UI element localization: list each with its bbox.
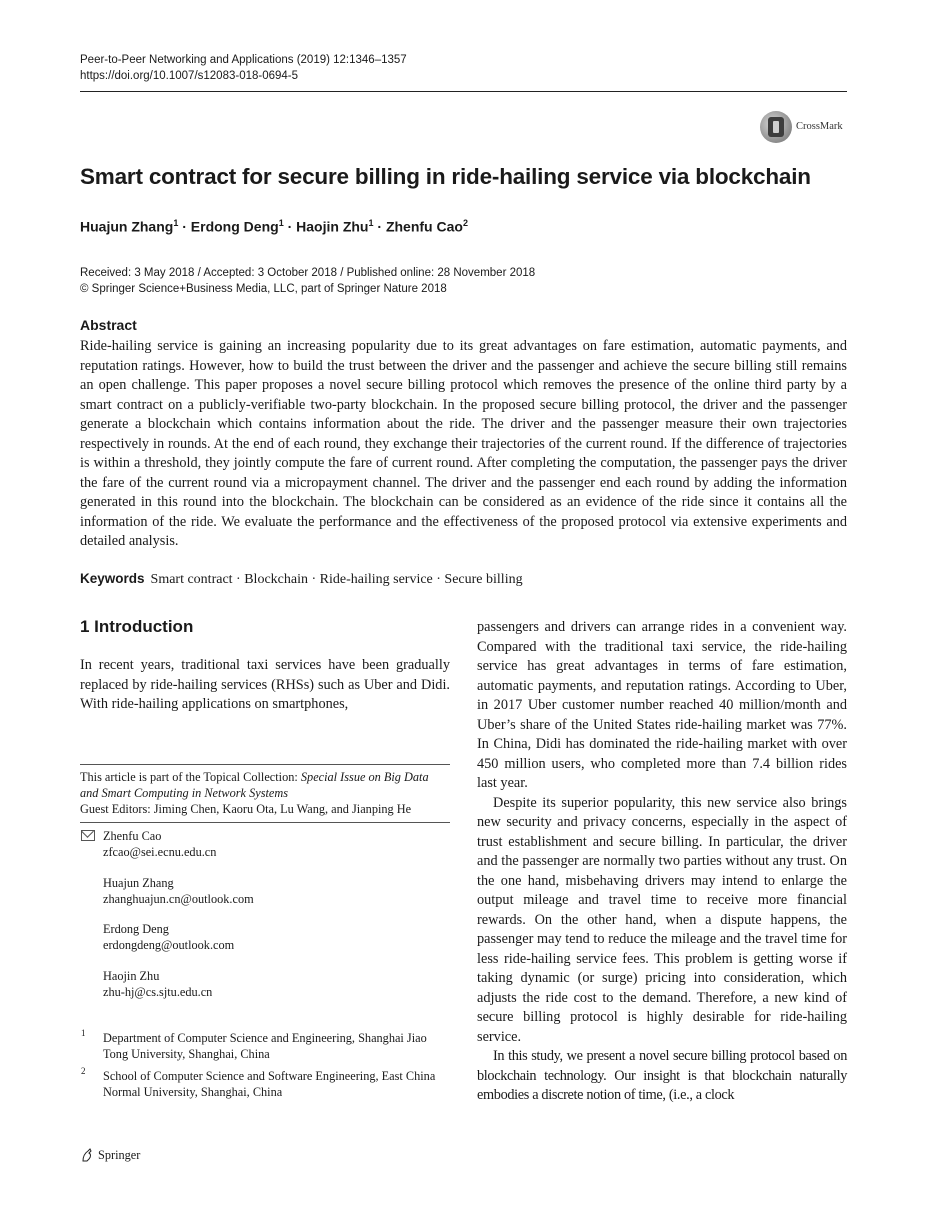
author-affiliation-mark: 1 [368,218,374,228]
right-column [477,618,847,1106]
crossmark-badge[interactable] [760,111,860,145]
author-separator: · [283,218,297,235]
doi-link[interactable]: https://doi.org/10.1007/s12083-018-0694-5 [80,70,299,82]
paper-title: Smart contract for secure billing in ride-hailing service via blockchain [80,164,811,189]
author-separator: · [373,218,386,235]
affiliation-text: Department of Computer Science and Engineering, Shanghai Jiao Tong University, Shanghai, China [103,1031,427,1061]
author-list [80,218,468,235]
body-paragraph: passengers and drivers can arrange rides in a convenient way. Compared with the traditional taxi service, the ride-hailing service has great advantages in terms of fare estimation, automatic payments, and reputation ratings. According to Uber, in 2017 Uber customer number reached 40 million/month and Uber’s share of the United States ride-hailing market was 77%. In China, Didi has dominated the ride-hailing market with over 450 million users, who completed more than 7.4 billion rides last year. [477,619,847,791]
keywords [80,571,523,588]
contact-entry [103,921,234,953]
author-affiliation-mark: 2 [462,218,468,228]
contact-name: Zhenfu Cao [103,829,162,843]
author-name: Haojin Zhu [296,218,369,235]
affiliation-text: School of Computer Science and Software Engineering, East China Normal University, Shanghai, China [103,1069,436,1099]
contact-email[interactable]: zfcao@sei.ecnu.edu.cn [103,845,217,859]
body-paragraph: Despite its superior popularity, this new service also brings new security and privacy concerns, especially in the aspect of trust establishment and secure billing. In particular, the driver and the passenger are normally two parties without any trust. On the one hand, misbehaving drivers may intend to enlarge the output mileage and travel time to receive more financial rewards. On the other hand, when a dispute happens, the passenger may tend to reduce the mileage and the travel time for less ride-hailing service fees. This problem is getting worse if taking dynamic (or surge) pricing into consideration, which adjusts the ride cost to the demand. Therefore, a new kind of secure billing protocol is highly desirable for ride-hailing service. [477,794,847,1045]
author-name: Zhenfu Cao [385,218,463,235]
author-affiliation-mark: 1 [173,218,179,228]
contact-entry [103,875,254,907]
author-separator: · [178,218,191,235]
abstract-text: Ride-hailing service is gaining an increasing popularity due to its great advantages on fare estimation, automatic payments, and reputation ratings. However, how to build the trust between the driver and the passenger and achieve the secure billing still remains an open challenge. This paper proposes a novel secure billing protocol which removes the presence of the online third party by a smart contract on a publicly-verifiable two-party blockchain. In the proposed secure billing protocol, the driver and the passenger generate a blockchain which contains information about the ride. The driver and the passenger measure their own trajectories respectively in rounds. At the end of each round, they exchange their trajectories of the current round. If the difference of trajectories is within a threshold, they jointly compute the fare of current round. After completing the computation, the passenger pays the driver the fare of the current round via a micropayment channel. The driver and the passenger end each round by adding the information generated in this round into the blockchain. The blockchain can be considered as an evidence of the ride since it contains all the information of the ride. We evaluate the performance and the effectiveness of the proposed protocol via extensive experiments and detailed analysis. [80,338,847,549]
footnote-rule [80,764,450,765]
crossmark-label: CrossMark [796,121,843,132]
crossmark-icon [760,111,792,143]
body-paragraph: In this study, we present a novel secure billing protocol based on blockchain technology. Our insight is that blockchain naturally embodies a discrete notion of time, (i.e., a clock [477,1048,847,1103]
keywords-heading: Keywords [80,571,145,586]
publication-dates [80,265,535,297]
keywords-list: Smart contract · Blockchain · Ride-hailing service · Secure billing [150,572,523,587]
footnote-rule [80,822,450,823]
journal-header [80,52,407,84]
affiliation-number: 2 [81,1066,86,1076]
contact-name: Haojin Zhu [103,969,160,983]
contact-email[interactable]: erdongdeng@outlook.com [103,938,235,952]
contact-entry [103,968,212,1000]
author-affiliation-mark: 1 [278,218,284,228]
journal-citation: Peer-to-Peer Networking and Applications (2019) 12:1346–1357 [80,54,407,66]
header-rule [80,91,847,92]
contact-name: Erdong Deng [103,922,169,936]
envelope-icon [81,830,95,841]
springer-horse-icon [80,1147,94,1163]
author-name: Erdong Deng [190,218,279,235]
topical-collection-title: Special Issue on Big Data and Smart Computing in Network Systems [80,770,429,800]
guest-editors: Guest Editors: Jiming Chen, Kaoru Ota, Lu Wang, and Jianping He [80,802,412,816]
received-accepted-published: Received: 3 May 2018 / Accepted: 3 October 2018 / Published online: 28 November 2018 [80,267,536,279]
publisher-name: Springer [98,1147,141,1162]
section-heading: 1 Introduction [80,617,194,636]
page-footer [80,1147,140,1163]
topical-collection-note [80,769,450,817]
copyright-notice: © Springer Science+Business Media, LLC, part of Springer Nature 2018 [80,283,447,295]
affiliation-number: 1 [81,1028,86,1038]
abstract-heading: Abstract [80,317,137,333]
topical-prefix: This article is part of the Topical Collection: [80,770,301,784]
contact-email[interactable]: zhanghuajun.cn@outlook.com [103,892,254,906]
contact-email[interactable]: zhu-hj@cs.sjtu.edu.cn [103,985,213,999]
contact-name: Huajun Zhang [103,876,174,890]
intro-paragraph-left: In recent years, traditional taxi services have been gradually replaced by ride-hailing services (RHSs) such as Uber and Didi. With ride-hailing applications on smartphones, [80,657,450,712]
author-name: Huajun Zhang [80,218,174,235]
contact-entry [103,828,216,860]
